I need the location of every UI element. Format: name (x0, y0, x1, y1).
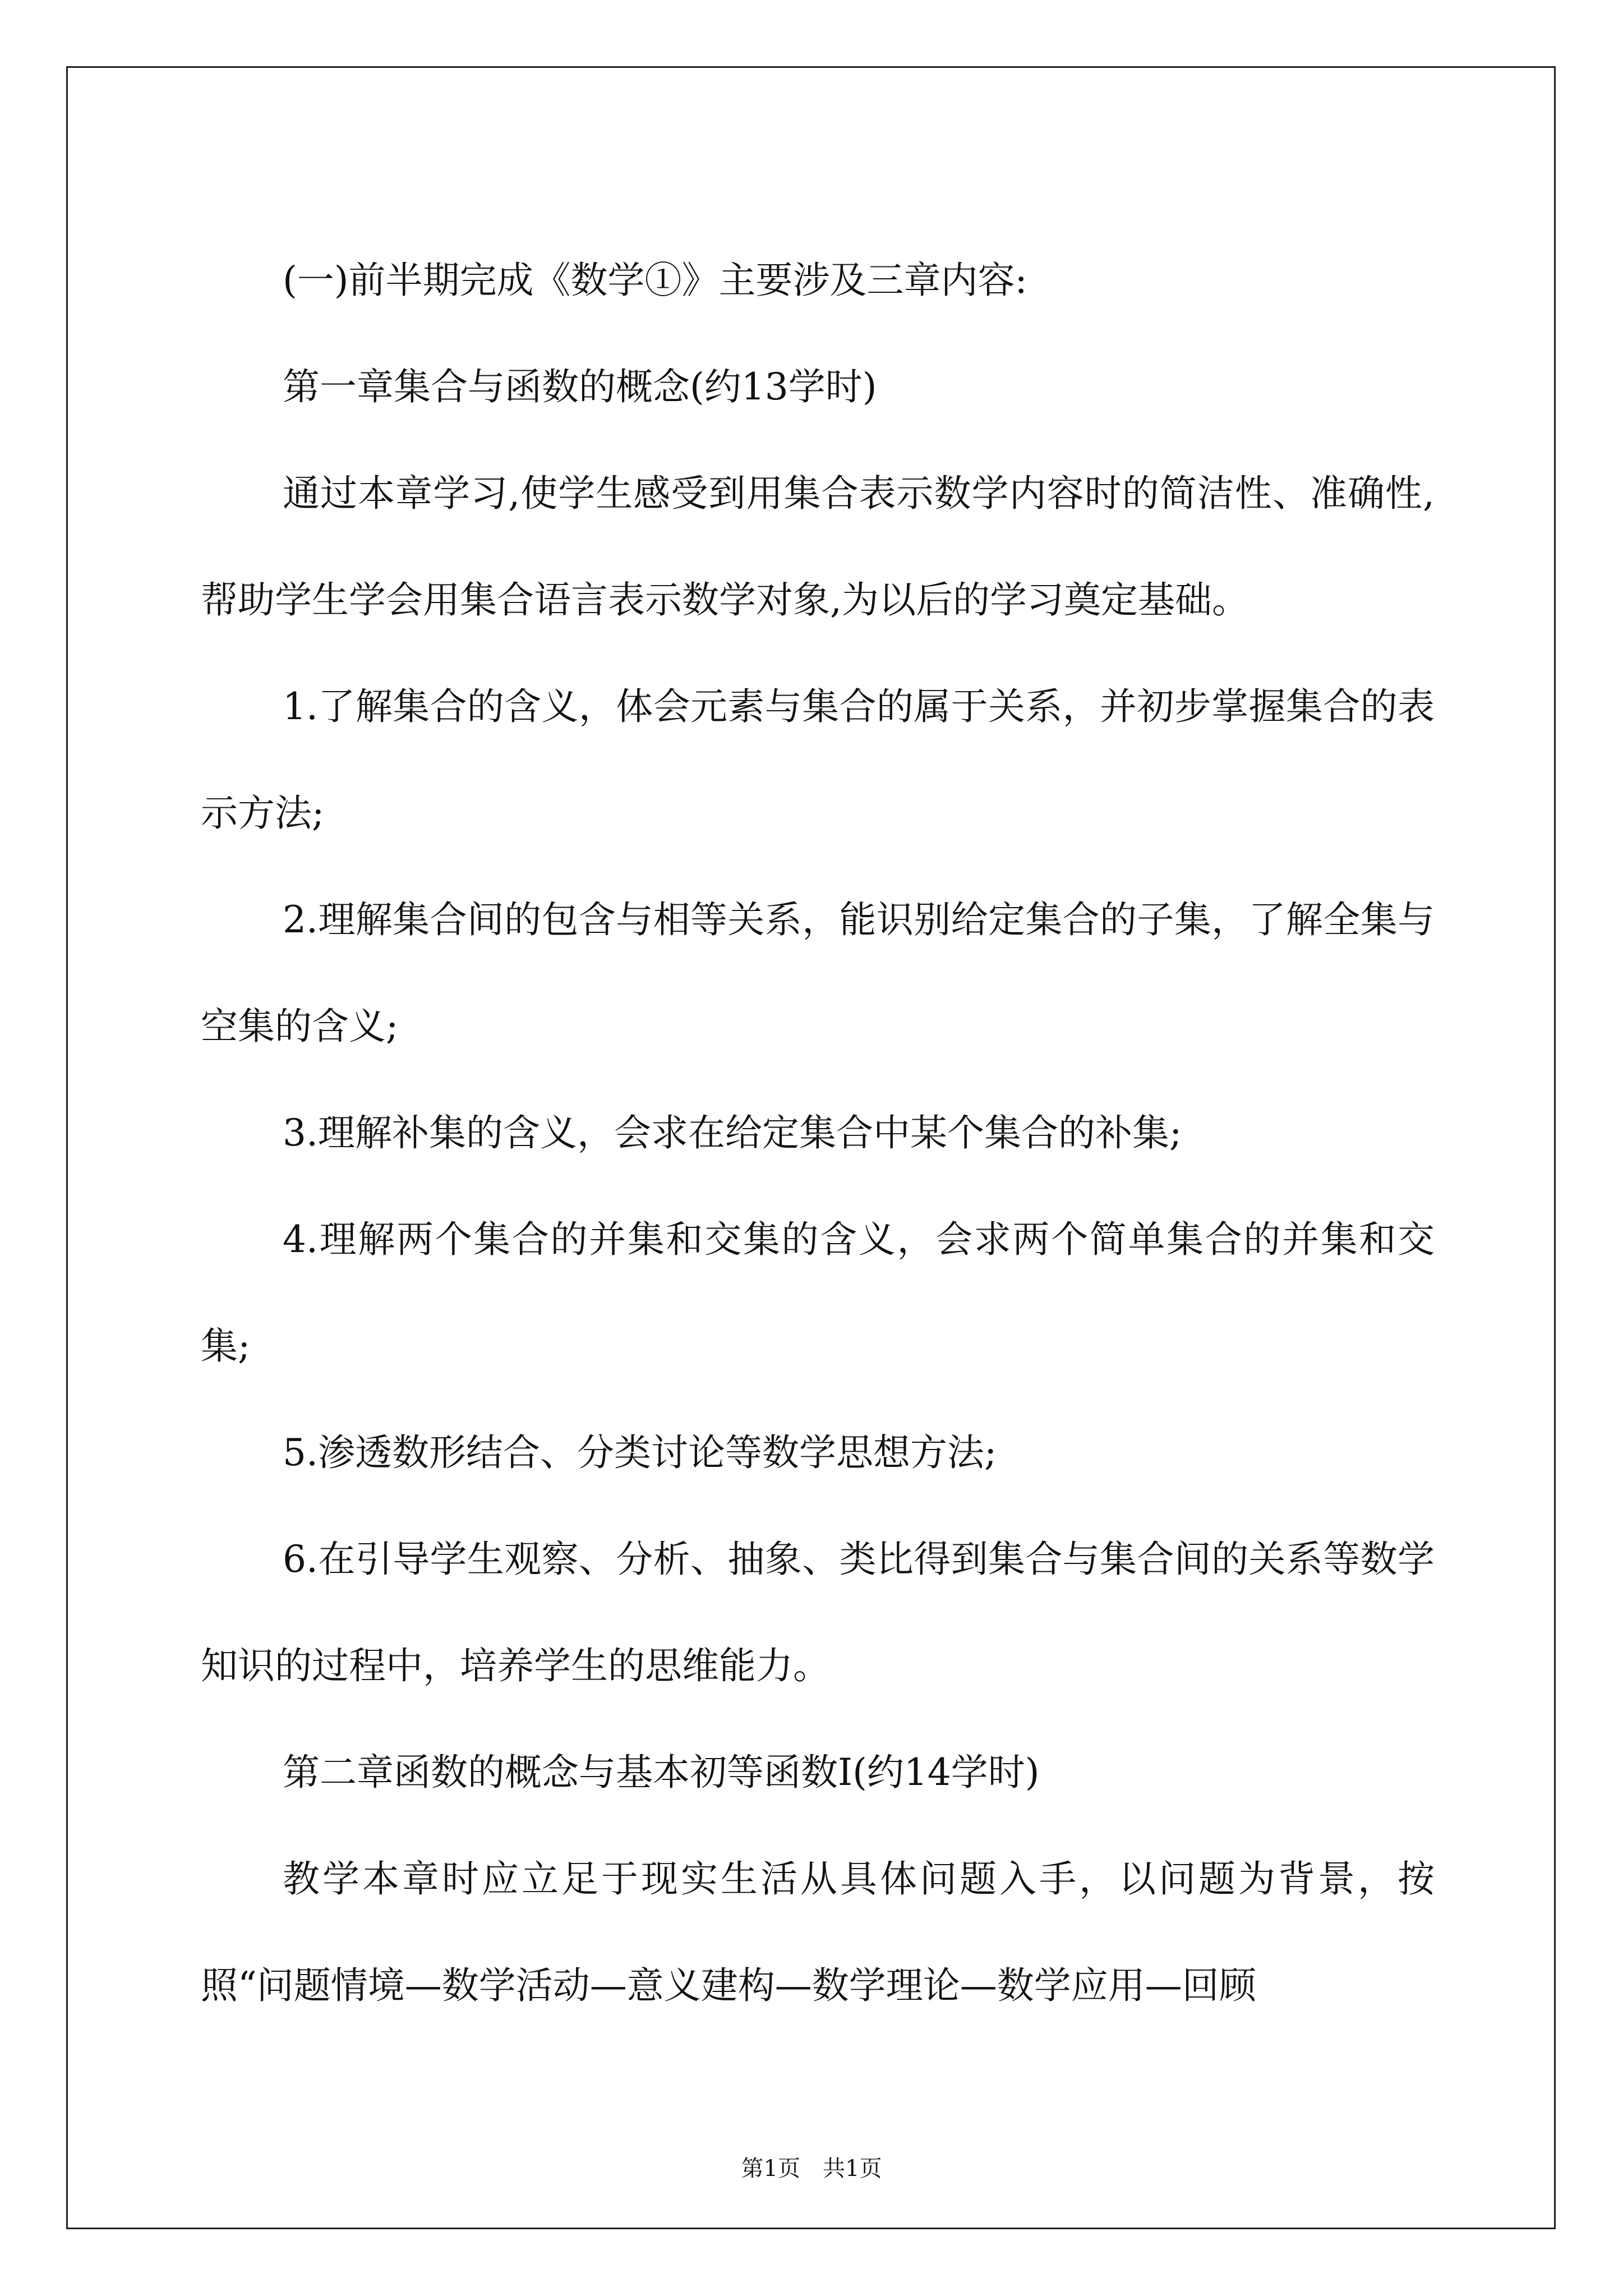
objective-6: 6.在引导学生观察、分析、抽象、类比得到集合与集合间的关系等数学知识的过程中，培养学生的思维能力。 (201, 1538, 1435, 1687)
page-footer (0, 2153, 1623, 2184)
paragraph-intro: (一)前半期完成《数学①》主要涉及三章内容: (283, 259, 1027, 302)
chapter-2-summary: 教学本章时应立足于现实生活从具体问题入手，以问题为背景，按照“问题情境—数学活动—意义建构—数学理论—数学应用—回顾 (201, 1857, 1435, 2007)
chapter-2-heading: 第二章函数的概念与基本初等函数Ⅰ(约14学时) (283, 1751, 1040, 1794)
objective-1: 1.了解集合的含义，体会元素与集合的属于关系，并初步掌握集合的表示方法; (201, 685, 1435, 835)
page-total: 共1页 (823, 2156, 882, 2182)
objective-3: 3.理解补集的含义，会求在给定集合中某个集合的补集; (283, 1111, 1182, 1154)
document-body (201, 227, 1435, 2039)
objective-4: 4.理解两个集合的并集和交集的含义，会求两个简单集合的并集和交集; (201, 1218, 1435, 1368)
chapter-1-heading: 第一章集合与函数的概念(约13学时) (283, 365, 877, 408)
objective-5: 5.渗透数形结合、分类讨论等数学思想方法; (283, 1431, 997, 1474)
objective-2: 2.理解集合间的包含与相等关系，能识别给定集合的子集，了解全集与空集的含义; (201, 898, 1435, 1048)
page-number: 第1页 (741, 2156, 800, 2182)
chapter-1-summary: 通过本章学习,使学生感受到用集合表示数学内容时的简洁性、准确性,帮助学生学会用集合语言表示数学对象,为以后的学习奠定基础。 (201, 472, 1435, 622)
